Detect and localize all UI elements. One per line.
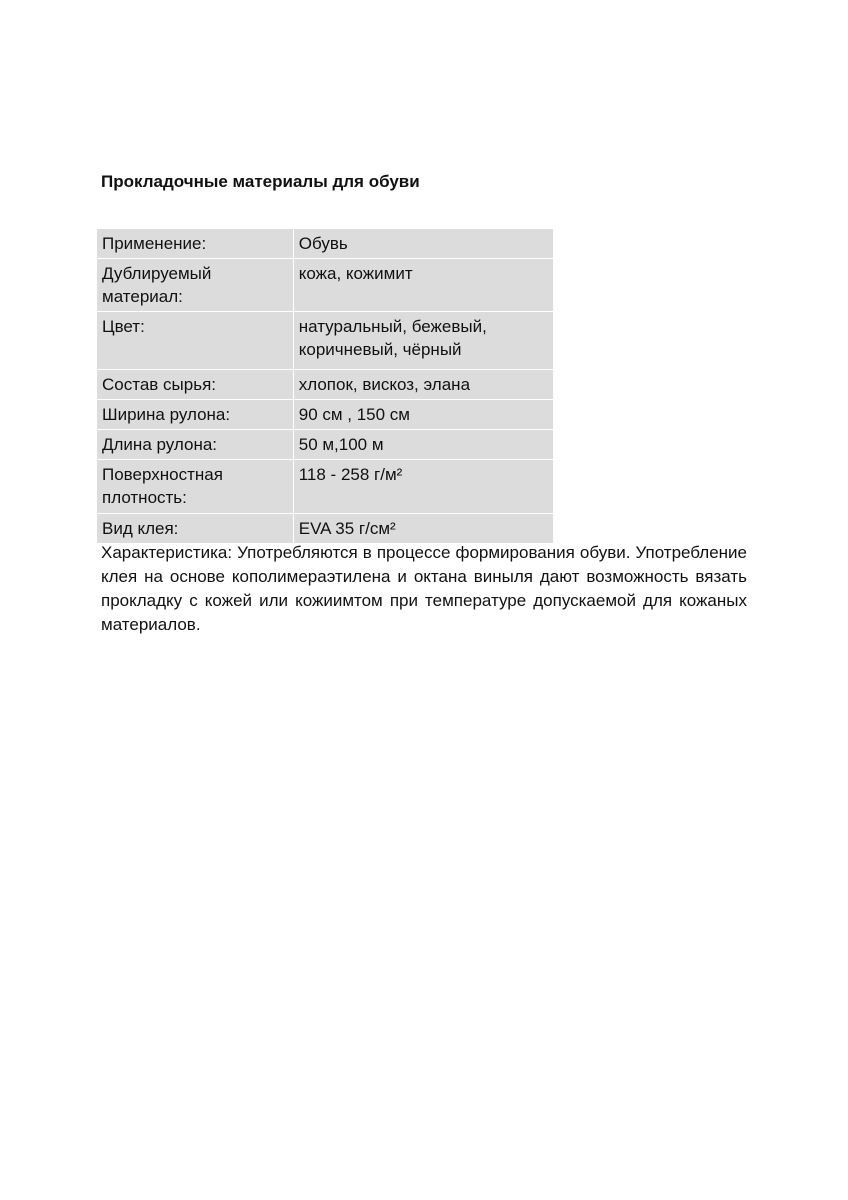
spec-value: хлопок, вискоз, элана xyxy=(293,370,553,400)
spec-row xyxy=(97,229,554,259)
spec-label: Длина рулона: xyxy=(97,430,294,460)
spec-label: Вид клея: xyxy=(97,514,294,544)
spec-value: 90 см , 150 см xyxy=(293,400,553,430)
spec-table xyxy=(96,228,554,544)
spec-row xyxy=(97,514,554,544)
spec-row xyxy=(97,312,554,370)
page-title: Прокладочные материалы для обуви xyxy=(101,172,420,191)
spec-label: Ширина рулона: xyxy=(97,400,294,430)
spec-value: кожа, кожимит xyxy=(293,259,553,312)
spec-value: натуральный, бежевый, коричневый, чёрный xyxy=(293,312,553,370)
spec-value: 50 м,100 м xyxy=(293,430,553,460)
spec-label: Поверхностная плотность: xyxy=(97,460,294,514)
description-paragraph: Характеристика: Употребляются в процессе формирования обуви. Употребление клея на основе кополимераэтилена и октана виныля дают возможность вязать прокладку с кожей или кожиимтом при температуре допускаемой для кожаных материалов. xyxy=(101,543,747,634)
spec-value: EVA 35 г/см² xyxy=(293,514,553,544)
spec-row xyxy=(97,430,554,460)
spec-label: Состав сырья: xyxy=(97,370,294,400)
spec-row xyxy=(97,370,554,400)
spec-label: Дублируемый материал: xyxy=(97,259,294,312)
spec-row xyxy=(97,259,554,312)
spec-label: Применение: xyxy=(97,229,294,259)
spec-row xyxy=(97,460,554,514)
spec-row xyxy=(97,400,554,430)
spec-value: 118 - 258 г/м² xyxy=(293,460,553,514)
spec-value: Обувь xyxy=(293,229,553,259)
spec-label: Цвет: xyxy=(97,312,294,370)
